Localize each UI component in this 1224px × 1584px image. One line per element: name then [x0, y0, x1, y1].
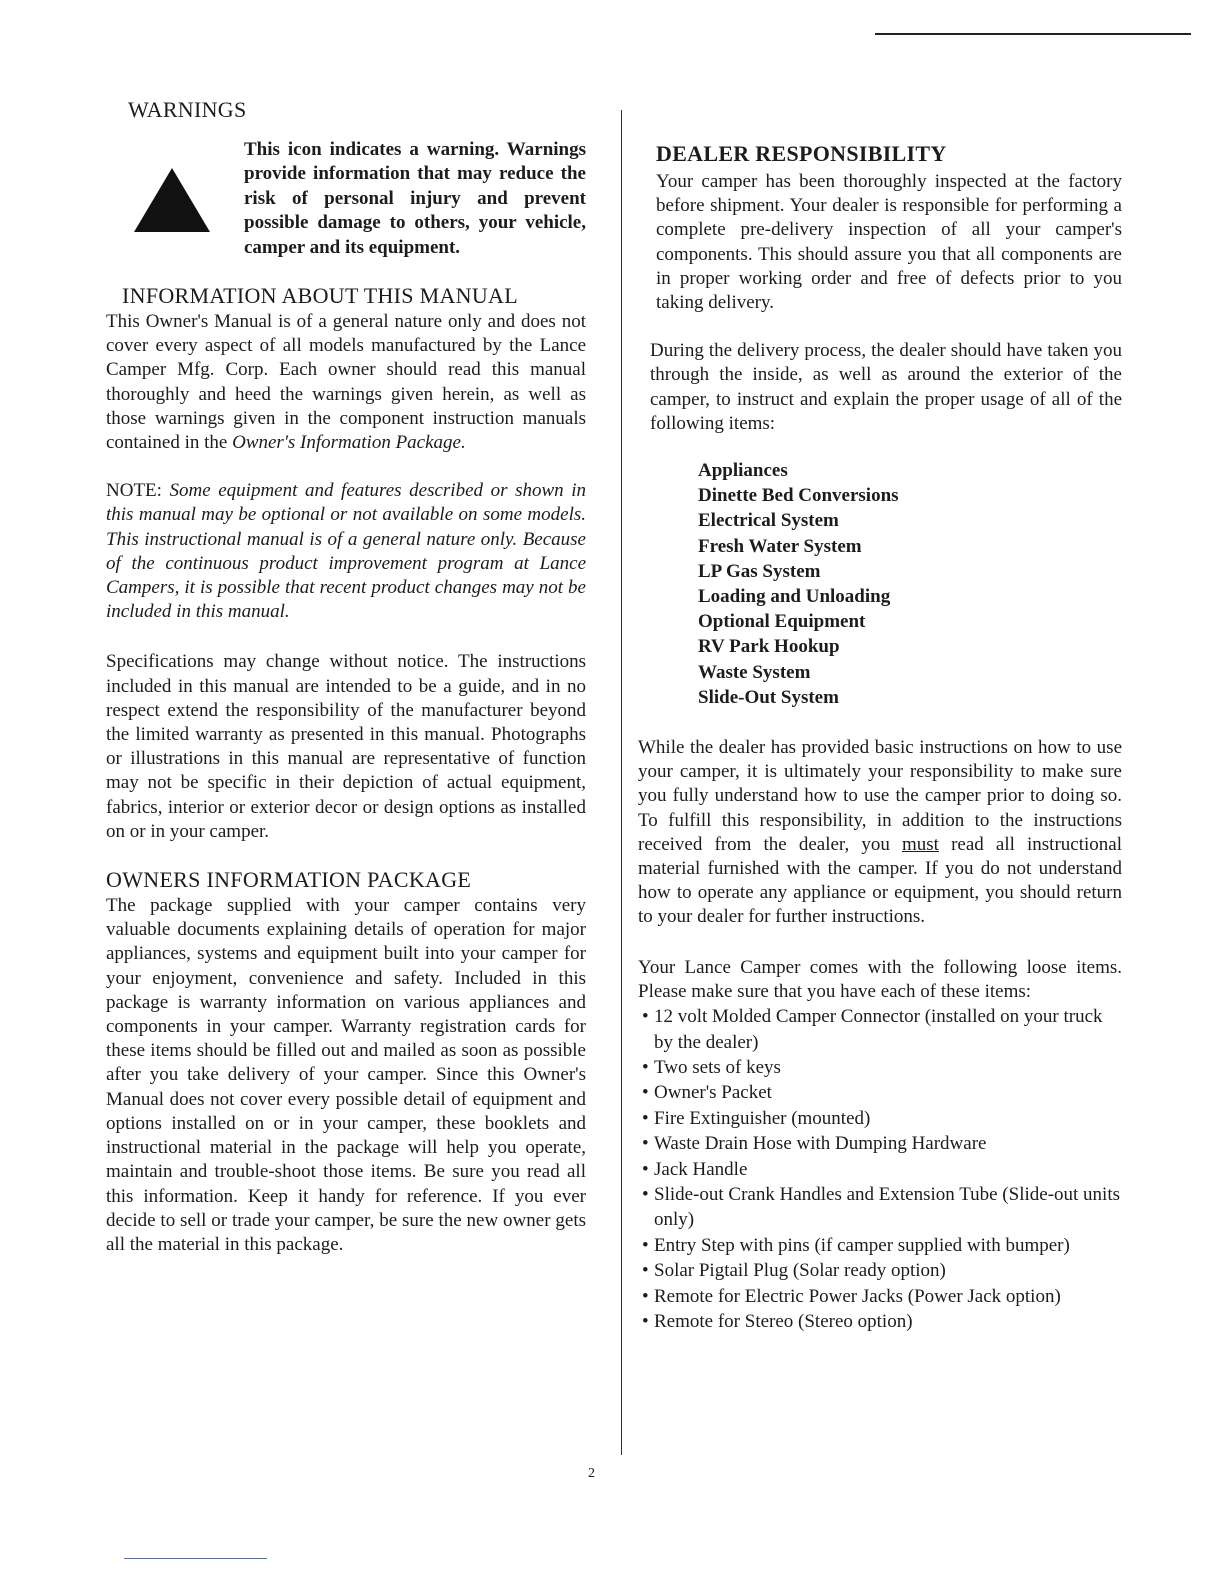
warnings-heading: WARNINGS	[128, 97, 247, 122]
dealer-paragraph-3-start: While the dealer has provided basic instructions on how to use your camper, it is ultimately your responsibility to make sure you fully understand how to use the camper prior to doing so. To fulfill this responsibility, in addition to the instructions received from the dealer, you	[638, 737, 1122, 855]
list-item: Electrical System	[698, 510, 839, 532]
list-item: • Solar Pigtail Plug (Solar ready option)	[638, 1258, 1122, 1283]
info-package-reference: Owner's Information Package.	[232, 432, 466, 454]
dealer-paragraph-3	[638, 736, 1122, 930]
list-item: • Remote for Electric Power Jacks (Power Jack option)	[638, 1284, 1122, 1309]
left-column	[106, 96, 586, 1257]
owners-package-paragraph: The package supplied with your camper contains very valuable documents explaining details of operation for major appliances, systems and equipment built into your camper for your enjoyment, convenience and safety. Included in this package is warranty information on various appliances and components in your camper. Warranty registration cards for these items should be filled out and mailed as soon as possible after you take delivery of your camper. Since this Owner's Manual does not cover every possible detail of equipment and options installed on or in your camper, these booklets and instructional material in the package will help you operate, maintain and trouble-shoot those items. Be sure you read all this information. Keep it handy for reference. If you ever decide to sell or trade your camper, be sure the new owner gets all the material in this package.	[106, 895, 586, 1255]
dealer-paragraph-2: During the delivery process, the dealer should have taken you through the inside, as well as around the exterior of the camper, to instruct and explain the proper usage of all of the following items:	[650, 340, 1122, 434]
list-item: Waste System	[698, 661, 811, 683]
list-item: • Jack Handle	[638, 1157, 1122, 1182]
loose-items-list	[638, 1004, 1122, 1334]
list-item: • Waste Drain Hose with Dumping Hardware	[638, 1131, 1122, 1156]
list-item: RV Park Hookup	[698, 636, 840, 658]
owners-package-heading: OWNERS INFORMATION PACKAGE	[106, 867, 472, 893]
dealer-paragraph-1: Your camper has been thoroughly inspected at the factory before shipment. Your dealer is responsible for performing a complete pre-delivery inspection of all your camper's components. This should assure you that all components are in proper working order and free of defects prior to you taking delivery.	[656, 171, 1122, 314]
note-paragraph	[106, 479, 586, 624]
dealer-heading: DEALER RESPONSIBILITY	[656, 141, 947, 166]
specifications-paragraph: Specifications may change without notice. The instructions included in this manual are intended to be a guide, and in no respect extend the responsibility of the manufacturer beyond the limited warranty as presented in this manual. Photographs or illustrations in this manual are representative of function may not be specific in their depiction of actual equipment, fabrics, interior or exterior decor or design options as installed on or in your camper.	[106, 651, 586, 842]
note-text: Some equipment and features described or shown in this manual may be optional or not available on some models. This instructional manual is of a general nature only. Because of the continuous product improvement program at Lance Campers, it is possible that recent product changes may not be included in this manual.	[106, 480, 586, 623]
list-item: Appliances	[698, 460, 788, 482]
warning-triangle-icon	[106, 138, 238, 270]
list-item: Fresh Water System	[698, 535, 862, 557]
bottom-rule	[124, 1558, 267, 1559]
list-item: LP Gas System	[698, 560, 821, 582]
top-rule	[875, 33, 1191, 35]
list-item: • Remote for Stereo (Stereo option)	[638, 1309, 1122, 1334]
must-emphasis: must	[902, 833, 939, 855]
list-item: Slide-Out System	[698, 686, 839, 708]
page-number: 2	[588, 1466, 595, 1481]
list-item: • Fire Extinguisher (mounted)	[638, 1106, 1122, 1131]
list-item: Loading and Unloading	[698, 586, 891, 608]
list-item: • Two sets of keys	[638, 1055, 1122, 1080]
list-item: • Slide-out Crank Handles and Extension Tube (Slide-out units only)	[638, 1182, 1122, 1233]
list-item: Optional Equipment	[698, 611, 866, 633]
list-item: • Entry Step with pins (if camper supplied with bumper)	[638, 1233, 1122, 1258]
info-manual-heading: INFORMATION ABOUT THIS MANUAL	[122, 283, 518, 308]
dealer-paragraph-3-end: read all instructional material furnished with the camper. If you do not understand how to operate any appliance or equipment, you should return to your dealer for further instructions.	[638, 833, 1122, 928]
list-item: • Owner's Packet	[638, 1080, 1122, 1105]
list-item: • 12 volt Molded Camper Connector (installed on your truck by the dealer)	[638, 1004, 1122, 1055]
delivery-items-list	[698, 458, 1122, 710]
column-divider	[621, 110, 622, 1455]
loose-items-intro: Your Lance Camper comes with the following loose items. Please make sure that you have each of these items:	[638, 956, 1122, 1002]
info-manual-text: This Owner's Manual is of a general nature only and does not cover every aspect of all models manufactured by the Lance Camper Mfg. Corp. Each owner should read this manual thoroughly and heed the warnings given herein, as well as those warnings given in the component instruction manuals contained in the	[106, 311, 586, 454]
info-manual-paragraph	[106, 310, 586, 455]
note-label: NOTE:	[106, 480, 170, 502]
warning-block	[106, 138, 586, 270]
right-column	[638, 140, 1122, 1334]
warning-description: This icon indicates a warning. Warnings provide information that may reduce the risk of personal injury and prevent possible damage to others, your vehicle, camper and its equipment.	[244, 139, 586, 258]
list-item: Dinette Bed Conversions	[698, 485, 899, 507]
